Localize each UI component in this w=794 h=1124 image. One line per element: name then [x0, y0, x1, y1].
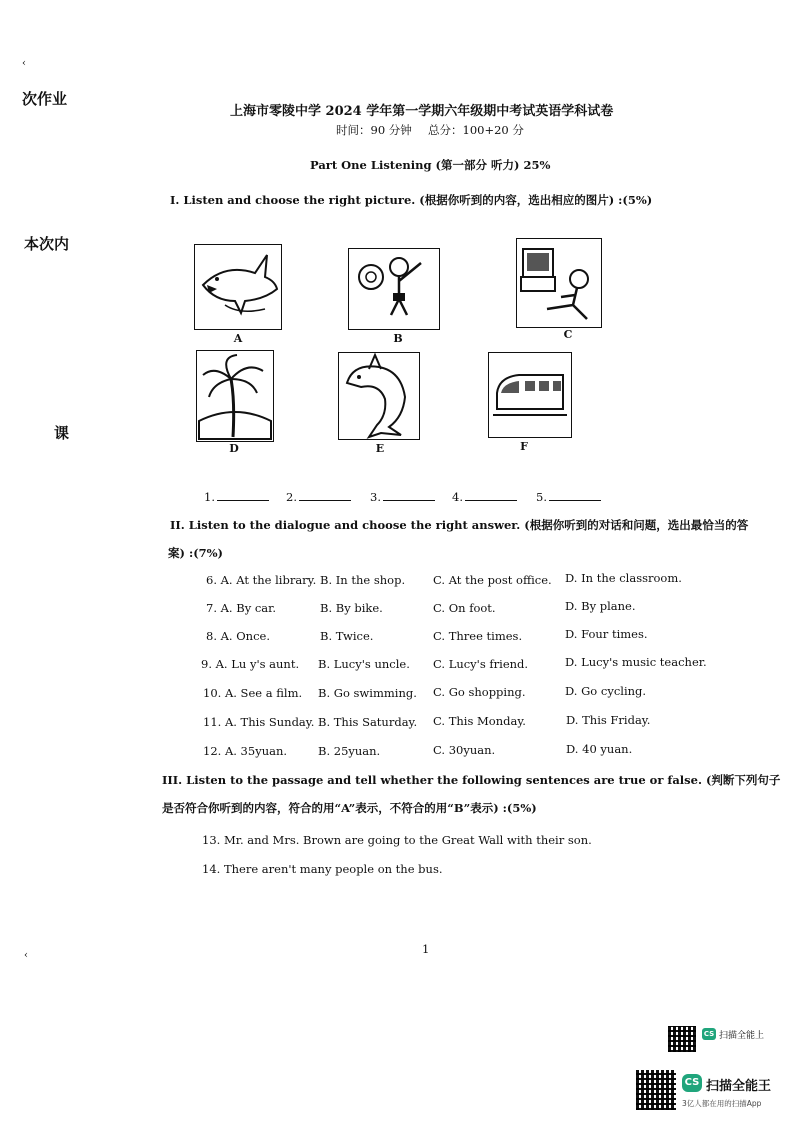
option: 11. A. This Sunday.	[203, 715, 315, 729]
picture-b	[348, 248, 440, 330]
picture-f	[488, 352, 572, 438]
qr-code-icon	[668, 1026, 696, 1052]
picture-label-f: F	[520, 440, 528, 453]
option: C. At the post office.	[433, 573, 552, 587]
option: D. Lucy's music teacher.	[565, 655, 707, 669]
dolphin-icon	[339, 353, 419, 439]
option: B. Twice.	[320, 629, 374, 643]
option: B. By bike.	[320, 601, 383, 615]
true-false-item: 13. Mr. and Mrs. Brown are going to the Great Wall with their son.	[202, 833, 592, 847]
scan-mark: ‹	[24, 950, 28, 961]
answer-blank: 2.	[286, 490, 351, 504]
picture-label-d: D	[229, 442, 239, 455]
page-number: 1	[422, 942, 430, 956]
option: B. This Saturday.	[318, 715, 418, 729]
answer-blank: 4.	[452, 490, 517, 504]
option: 7. A. By car.	[206, 601, 277, 615]
section1-instruction: I. Listen and choose the right picture. (根据你听到的内容，选出相应的图片) :(5%)	[170, 193, 653, 207]
option: D. This Friday.	[566, 713, 651, 727]
scanner-logo-icon: CS	[682, 1074, 702, 1092]
part-one-heading: Part One Listening (第一部分 听力) 25%	[310, 158, 551, 172]
option: 9. A. Lu y's aunt.	[201, 657, 300, 671]
section2-instruction-cont: 案) :(7%)	[168, 546, 224, 560]
option: C. Three times.	[433, 629, 523, 643]
scanner-logo-icon: CS	[703, 1030, 715, 1038]
side-note-top: 次作业	[22, 90, 68, 108]
picture-e	[338, 352, 420, 440]
shark-icon	[195, 245, 281, 329]
option: B. 25yuan.	[318, 744, 381, 758]
palm-tree-island-icon	[197, 351, 273, 441]
option: C. On foot.	[433, 601, 496, 615]
answer-blank: 1.	[204, 490, 269, 504]
side-note-middle: 本次内	[24, 235, 70, 253]
option: D. By plane.	[565, 599, 636, 613]
option: B. In the shop.	[320, 573, 406, 587]
scan-mark: ‹	[22, 58, 26, 69]
option: C. 30yuan.	[433, 743, 496, 757]
option: B. Go swimming.	[318, 686, 417, 700]
option: 12. A. 35yuan.	[203, 744, 288, 758]
option: C. This Monday.	[433, 714, 526, 728]
train-icon	[489, 353, 571, 437]
picture-c	[516, 238, 602, 328]
swimmer-icon	[349, 249, 439, 329]
exam-time: 时间：90 分钟	[336, 123, 412, 137]
picture-a	[194, 244, 282, 330]
watermark-subtitle: 3亿人都在用的扫描App	[682, 1099, 762, 1108]
option: D. Four times.	[565, 627, 648, 641]
picture-label-b: B	[393, 332, 403, 345]
watermark-small-label: 扫描全能上	[719, 1031, 765, 1041]
section2-instruction: II. Listen to the dialogue and choose the right answer. (根据你听到的对话和问题，选出最恰当的答	[170, 518, 749, 532]
picture-label-a: A	[233, 332, 243, 345]
option: D. Go cycling.	[565, 684, 647, 698]
option: D. In the classroom.	[565, 571, 682, 585]
option: C. Lucy's friend.	[433, 657, 529, 671]
side-note-lower: 课	[54, 424, 70, 442]
picture-label-c: C	[563, 328, 573, 341]
option: C. Go shopping.	[433, 685, 526, 699]
option: D. 40 yuan.	[566, 742, 633, 756]
picture-d	[196, 350, 274, 442]
section3-instruction: III. Listen to the passage and tell whether the following sentences are true or false. (判断下列句子	[162, 773, 781, 787]
true-false-item: 14. There aren't many people on the bus.	[202, 862, 443, 876]
section3-instruction-cont: 是否符合你听到的内容，符合的用“A”表示，不符合的用“B”表示) :(5%)	[162, 801, 537, 815]
option: 8. A. Once.	[206, 629, 270, 643]
watermark-brand: 扫描全能王	[706, 1079, 772, 1094]
option: 10. A. See a film.	[203, 686, 303, 700]
qr-code-icon	[636, 1070, 676, 1110]
boy-watching-tv-icon	[517, 239, 601, 327]
option: 6. A. At the library.	[206, 573, 317, 587]
exam-title: 上海市零陵中学 2024 学年第一学期六年级期中考试英语学科试卷	[230, 104, 614, 119]
answer-blank: 5.	[536, 490, 601, 504]
option: B. Lucy's uncle.	[318, 657, 410, 671]
picture-label-e: E	[375, 442, 385, 455]
exam-score: 总分：100+20 分	[428, 123, 524, 137]
answer-blank: 3.	[370, 490, 435, 504]
